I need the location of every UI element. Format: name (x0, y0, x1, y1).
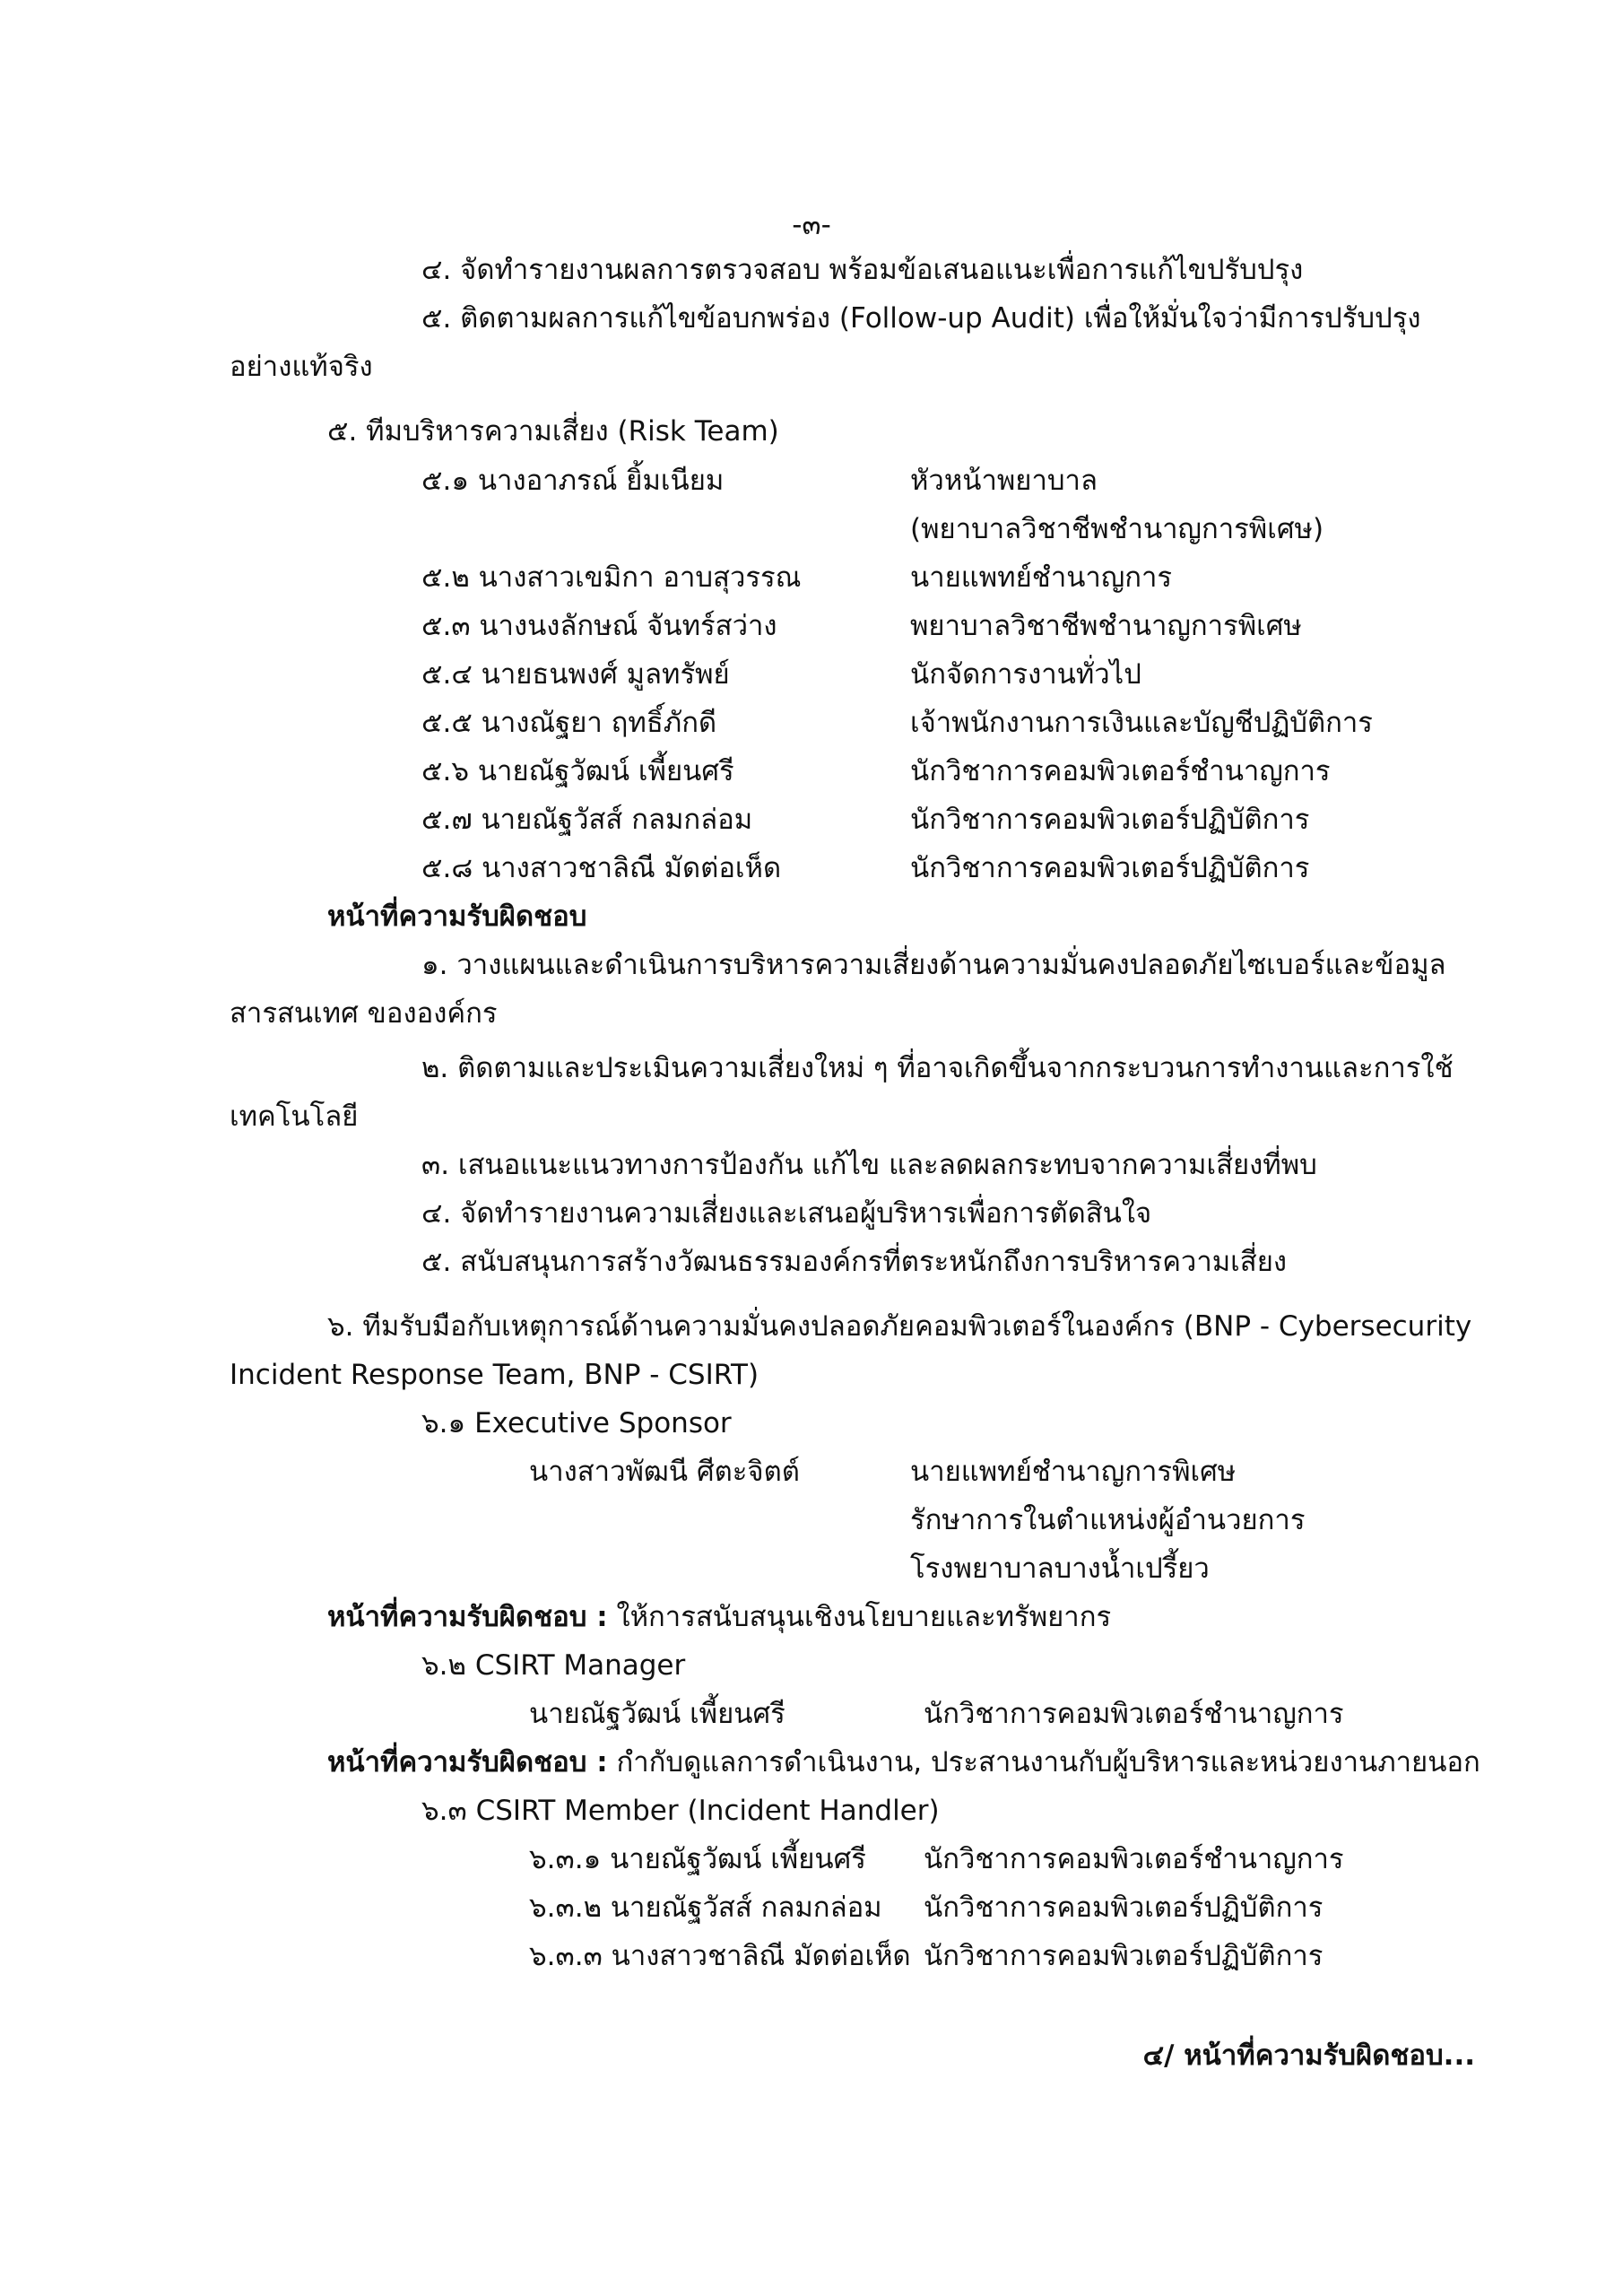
duty-text: กำกับดูแลการดำเนินงาน, ประสานงานกับผู้บริหารและหน่วยงานภายนอก (607, 1746, 1480, 1779)
csirt-manager-title: ๖.๒ CSIRT Manager (421, 1649, 686, 1682)
csirt-member-3-position: นักวิชาการคอมพิวเตอร์ปฏิบัติการ (924, 1940, 1324, 1972)
risk-member-4-name: ๕.๔ นายธนพงศ์ มูลทรัพย์ (421, 658, 730, 691)
audit-item-5-cont: อย่างแท้จริง (230, 351, 373, 383)
risk-member-4-position: นักจัดการงานทั่วไป (910, 658, 1141, 691)
risk-member-1-position: หัวหน้าพยาบาล (910, 465, 1098, 497)
risk-member-3-position: พยาบาลวิชาชีพชำนาญการพิเศษ (910, 610, 1302, 642)
duty-label: หน้าที่ความรับผิดชอบ : (327, 1601, 608, 1633)
csirt-manager-duty (327, 1745, 1480, 1780)
executive-sponsor-position-2: รักษาการในตำแหน่งผู้อำนวยการ (910, 1504, 1306, 1536)
risk-member-7-position: นักวิชาการคอมพิวเตอร์ปฏิบัติการ (910, 804, 1310, 836)
risk-duty-1-cont: สารสนเทศ ขององค์กร (230, 997, 498, 1030)
risk-member-8-name: ๕.๘ นางสาวชาลิณี มัดต่อเห็ด (421, 852, 782, 884)
csirt-heading: ๖. ทีมรับมือกับเหตุการณ์ด้านความมั่นคงปลอดภัยคอมพิวเตอร์ในองค์กร (BNP - Cybersecurity (327, 1310, 1472, 1343)
executive-sponsor-name: นางสาวพัฒนี ศีตะจิตต์ (529, 1456, 800, 1488)
risk-duty-2-cont: เทคโนโลยี (230, 1100, 359, 1133)
audit-item-5: ๕. ติดตามผลการแก้ไขข้อบกพร่อง (Follow-up Audit) เพื่อให้มั่นใจว่ามีการปรับปรุง (421, 302, 1421, 335)
page-number: -๓- (792, 209, 831, 241)
risk-member-6-name: ๕.๖ นายณัฐวัฒน์ เพี้ยนศรี (421, 755, 734, 787)
csirt-manager-position: นักวิชาการคอมพิวเตอร์ชำนาญการ (924, 1698, 1344, 1730)
risk-member-1-position-2: (พยาบาลวิชาชีพชำนาญการพิเศษ) (910, 513, 1324, 545)
executive-sponsor-position-3: โรงพยาบาลบางน้ำเปรี้ยว (910, 1552, 1210, 1585)
risk-member-7-name: ๕.๗ นายณัฐวัสส์ กลมกล่อม (421, 804, 753, 836)
risk-member-2-name: ๕.๒ นางสาวเขมิกา อาบสุวรรณ (421, 561, 802, 594)
duty-text: ให้การสนับสนุนเชิงนโยบายและทรัพยากร (607, 1601, 1112, 1633)
executive-sponsor-position-1: นายแพทย์ชำนาญการพิเศษ (910, 1456, 1237, 1488)
csirt-member-1-name: ๖.๓.๑ นายณัฐวัฒน์ เพี้ยนศรี (529, 1843, 866, 1875)
risk-duty-3: ๓. เสนอแนะแนวทางการป้องกัน แก้ไข และลดผลกระทบจากความเสี่ยงที่พบ (421, 1149, 1317, 1181)
csirt-member-3-name: ๖.๓.๓ นางสาวชาลิณี มัดต่อเห็ด (529, 1940, 911, 1972)
risk-duty-2: ๒. ติดตามและประเมินความเสี่ยงใหม่ ๆ ที่อาจเกิดขึ้นจากกระบวนการทำงานและการใช้ (421, 1052, 1454, 1084)
risk-member-5-name: ๕.๕ นางณัฐยา ฤทธิ์ภักดี (421, 707, 717, 739)
risk-member-1-name: ๕.๑ นางอาภรณ์ ยิ้มเนียม (421, 465, 725, 497)
risk-member-5-position: เจ้าพนักงานการเงินและบัญชีปฏิบัติการ (910, 707, 1373, 739)
risk-duty-1: ๑. วางแผนและดำเนินการบริหารความเสี่ยงด้านความมั่นคงปลอดภัยไซเบอร์และข้อมูล (421, 949, 1446, 981)
risk-duties-heading: หน้าที่ความรับผิดชอบ (327, 900, 587, 933)
csirt-member-2-position: นักวิชาการคอมพิวเตอร์ปฏิบัติการ (924, 1892, 1324, 1924)
csirt-manager-name: นายณัฐวัฒน์ เพี้ยนศรี (529, 1698, 785, 1730)
csirt-member-1-position: นักวิชาการคอมพิวเตอร์ชำนาญการ (924, 1843, 1344, 1875)
audit-item-4: ๔. จัดทำรายงานผลการตรวจสอบ พร้อมข้อเสนอแนะเพื่อการแก้ไขปรับปรุง (421, 254, 1304, 286)
risk-duty-4: ๔. จัดทำรายงานความเสี่ยงและเสนอผู้บริหารเพื่อการตัดสินใจ (421, 1197, 1152, 1230)
duty-label: หน้าที่ความรับผิดชอบ : (327, 1746, 608, 1779)
risk-member-2-position: นายแพทย์ชำนาญการ (910, 561, 1173, 594)
executive-sponsor-duty (327, 1600, 1111, 1635)
risk-member-3-name: ๕.๓ นางนงลักษณ์ จันทร์สว่าง (421, 610, 777, 642)
risk-duty-5: ๕. สนับสนุนการสร้างวัฒนธรรมองค์กรที่ตระหนักถึงการบริหารความเสี่ยง (421, 1246, 1287, 1278)
continuation-note: ๔/ หน้าที่ความรับผิดชอบ... (1142, 2039, 1475, 2072)
risk-member-6-position: นักวิชาการคอมพิวเตอร์ชำนาญการ (910, 755, 1331, 787)
risk-team-heading: ๕. ทีมบริหารความเสี่ยง (Risk Team) (327, 415, 779, 448)
executive-sponsor-title: ๖.๑ Executive Sponsor (421, 1407, 732, 1439)
risk-member-8-position: นักวิชาการคอมพิวเตอร์ปฏิบัติการ (910, 852, 1310, 884)
csirt-members-title: ๖.๓ CSIRT Member (Incident Handler) (421, 1795, 940, 1827)
csirt-member-2-name: ๖.๓.๒ นายณัฐวัสส์ กลมกล่อม (529, 1892, 882, 1924)
csirt-heading-cont: Incident Response Team, BNP - CSIRT) (230, 1359, 759, 1391)
